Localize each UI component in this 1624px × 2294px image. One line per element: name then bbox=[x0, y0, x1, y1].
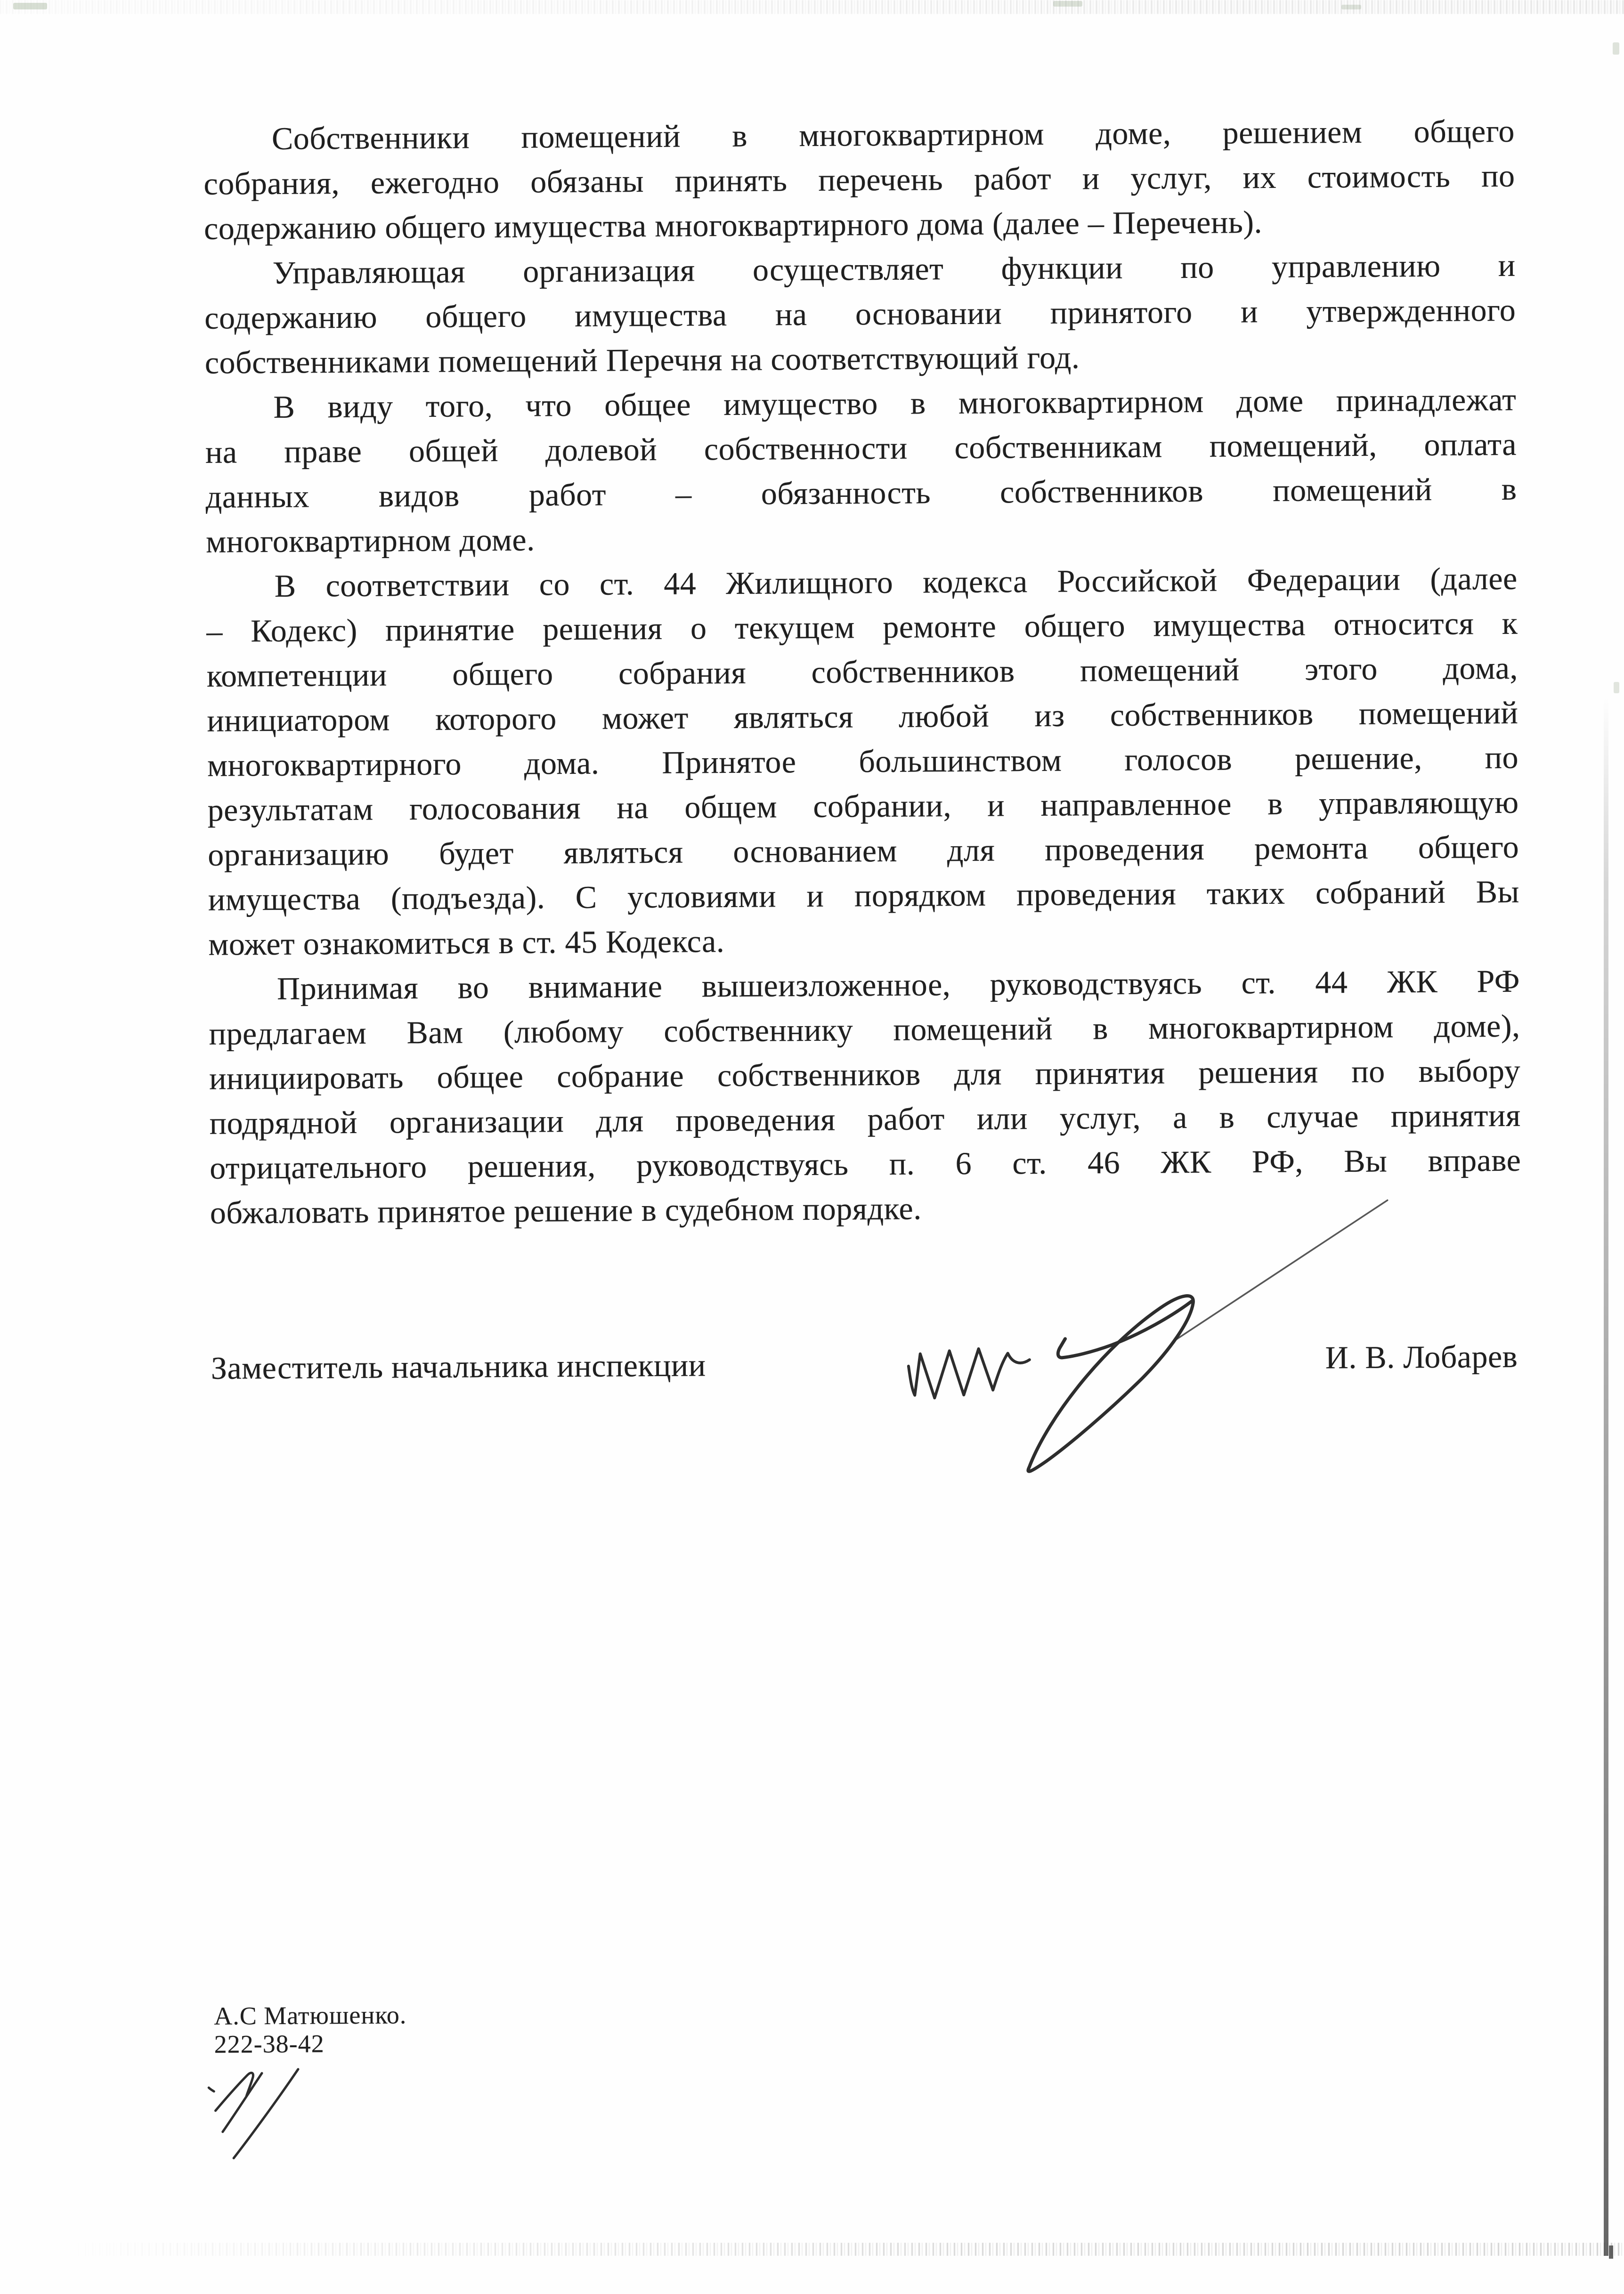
signer-position-title: Заместитель начальника инспекции bbox=[211, 1347, 706, 1386]
letter-line: обжаловать принятое решение в судебном порядке. bbox=[210, 1190, 922, 1231]
letter-line: подрядной организации для проведения работ или услуг, а в случае принятия bbox=[209, 1097, 1521, 1141]
letter-line: может ознакомиться в ст. 45 Кодекса. bbox=[208, 923, 725, 962]
letter-line: данных видов работ – обязанность собственников помещений в bbox=[205, 470, 1517, 515]
letter-line: организацию будет являться основанием для проведения ремонта общего bbox=[207, 828, 1519, 873]
letter-line: отрицательного решения, руководствуясь п. 6 ст. 46 ЖК РФ, Вы вправе bbox=[210, 1142, 1521, 1186]
letter-body bbox=[203, 109, 1521, 1235]
letter-line: Собственники помещений в многоквартирном доме, решением общего bbox=[271, 113, 1515, 156]
letter-line: В соответствии со ст. 44 Жилищного кодекса Российской Федерации (далее bbox=[274, 560, 1518, 604]
letter-line: Управляющая организация осуществляет функции по управлению и bbox=[272, 247, 1516, 291]
letter-line: многоквартирном доме. bbox=[205, 521, 535, 559]
letter-line: собрания, ежегодно обязаны принять перечень работ и услуг, их стоимость по bbox=[203, 157, 1515, 202]
handwritten-initials bbox=[203, 2062, 311, 2166]
letter-line: содержанию общего имущества на основании принятого и утвержденного bbox=[204, 292, 1516, 336]
executor-name: А.С Матюшенко. bbox=[214, 2001, 407, 2030]
executor-phone: 222-38-42 bbox=[214, 2029, 325, 2059]
signer-name: И. В. Лобарев bbox=[1325, 1338, 1518, 1376]
letter-line: собственниками помещений Перечня на соответствующий год. bbox=[204, 339, 1080, 381]
letter-line: компетенции общего собрания собственников помещений этого дома, bbox=[206, 649, 1518, 694]
letter-line: имущества (подъезда). С условиями и порядком проведения таких собраний Вы bbox=[208, 873, 1519, 917]
letter-line: результатам голосования на общем собрании, и направленное в управляющую bbox=[207, 784, 1519, 828]
letter-line: многоквартирного дома. Принятое большинством голосов решение, по bbox=[207, 739, 1519, 783]
letter-line: – Кодекс) принятие решения о текущем ремонте общего имущества относится к bbox=[206, 605, 1518, 649]
letter-line: инициировать общее собрание собственников для принятия решения по выбору bbox=[209, 1052, 1521, 1096]
letter-line: предлагаем Вам (любому собственнику помещений в многоквартирном доме), bbox=[209, 1007, 1520, 1052]
letter-line: Принимая во внимание вышеизложенное, руководствуясь ст. 44 ЖК РФ bbox=[276, 963, 1520, 1006]
letter-line: на праве общей долевой собственности собственникам помещений, оплата bbox=[205, 426, 1517, 470]
executor-block bbox=[214, 2001, 407, 2058]
letter-line: инициатором которого может являться любой из собственников помещений bbox=[207, 694, 1518, 738]
letter-line: содержанию общего имущества многоквартирного дома (далее – Перечень). bbox=[203, 204, 1263, 246]
letter-line: В виду того, что общее имущество в многоквартирном доме принадлежат bbox=[273, 381, 1517, 425]
